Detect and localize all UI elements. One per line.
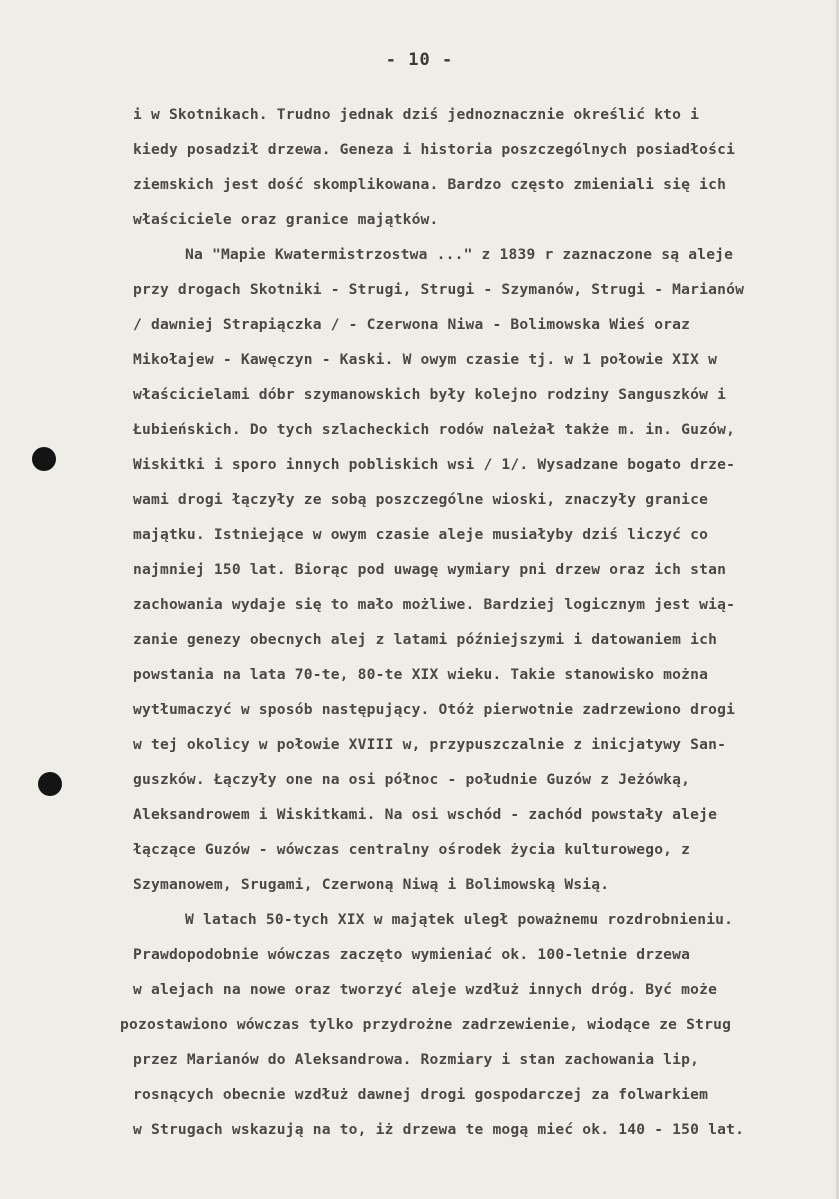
text-line: właścicielami dóbr szymanowskich były kolejno rodziny Sanguszków i	[133, 386, 727, 403]
text-line: rosnących obecnie wzdłuż dawnej drogi gospodarczej za folwarkiem	[133, 1086, 709, 1103]
text-line: Prawdopodobnie wówczas zaczęto wymieniać ok. 100-letnie drzewa	[133, 946, 691, 963]
text-line: Mikołajew - Kawęczyn - Kaski. W owym czasie tj. w 1 połowie XIX w	[133, 351, 718, 368]
text-line: w alejach na nowe oraz tworzyć aleje wzdłuż innych dróg. Być może	[133, 981, 718, 998]
text-line: kiedy posadził drzewa. Geneza i historia poszczególnych posiadłości	[133, 141, 736, 158]
text-line: pozostawiono wówczas tylko przydrożne zadrzewienie, wiodące ze Strug	[120, 1016, 732, 1033]
page-number: - 10 -	[385, 50, 454, 70]
text-line: Łubieńskich. Do tych szlacheckich rodów należał także m. in. Guzów,	[133, 421, 736, 438]
text-line: W latach 50-tych XIX w majątek uległ poważnemu rozdrobnieniu.	[185, 911, 734, 928]
text-line: przez Marianów do Aleksandrowa. Rozmiary i stan zachowania lip,	[133, 1051, 700, 1068]
text-line: Wiskitki i sporo innych pobliskich wsi / 1/. Wysadzane bogato drze-	[133, 456, 736, 473]
text-line: ziemskich jest dość skomplikowana. Bardzo często zmieniali się ich	[133, 176, 727, 193]
text-line: Na "Mapie Kwatermistrzostwa ..." z 1839 r zaznaczone są aleje	[185, 246, 734, 263]
text-line: w tej okolicy w połowie XVIII w, przypuszczalnie z inicjatywy San-	[133, 736, 727, 753]
text-line: łączące Guzów - wówczas centralny ośrodek życia kulturowego, z	[133, 841, 691, 858]
text-line: Szymanowem, Srugami, Czerwoną Niwą i Bolimowską Wsią.	[133, 876, 610, 893]
punch-hole	[32, 447, 56, 471]
text-line: i w Skotnikach. Trudno jednak dziś jednoznacznie określić kto i	[133, 106, 700, 123]
text-line: zanie genezy obecnych alej z latami późniejszymi i datowaniem ich	[133, 631, 718, 648]
text-line: guszków. Łączyły one na osi północ - południe Guzów z Jeżówką,	[133, 771, 691, 788]
text-line: najmniej 150 lat. Biorąc pod uwagę wymiary pni drzew oraz ich stan	[133, 561, 727, 578]
text-line: Aleksandrowem i Wiskitkami. Na osi wschód - zachód powstały aleje	[133, 806, 718, 823]
text-line: majątku. Istniejące w owym czasie aleje musiałyby dziś liczyć co	[133, 526, 709, 543]
text-line: właściciele oraz granice majątków.	[133, 211, 439, 228]
text-line: przy drogach Skotniki - Strugi, Strugi - Szymanów, Strugi - Marianów	[133, 281, 745, 298]
text-line: zachowania wydaje się to mało możliwe. Bardziej logicznym jest wią-	[133, 596, 736, 613]
text-line: wami drogi łączyły ze sobą poszczególne wioski, znaczyły granice	[133, 491, 709, 508]
text-line: powstania na lata 70-te, 80-te XIX wieku. Takie stanowisko można	[133, 666, 709, 683]
text-line: / dawniej Strapiączka / - Czerwona Niwa - Bolimowska Wieś oraz	[133, 316, 691, 333]
text-line: wytłumaczyć w sposób następujący. Otóż pierwotnie zadrzewiono drogi	[133, 701, 736, 718]
punch-hole	[38, 772, 62, 796]
text-line: w Strugach wskazują na to, iż drzewa te mogą mieć ok. 140 - 150 lat.	[133, 1121, 745, 1138]
